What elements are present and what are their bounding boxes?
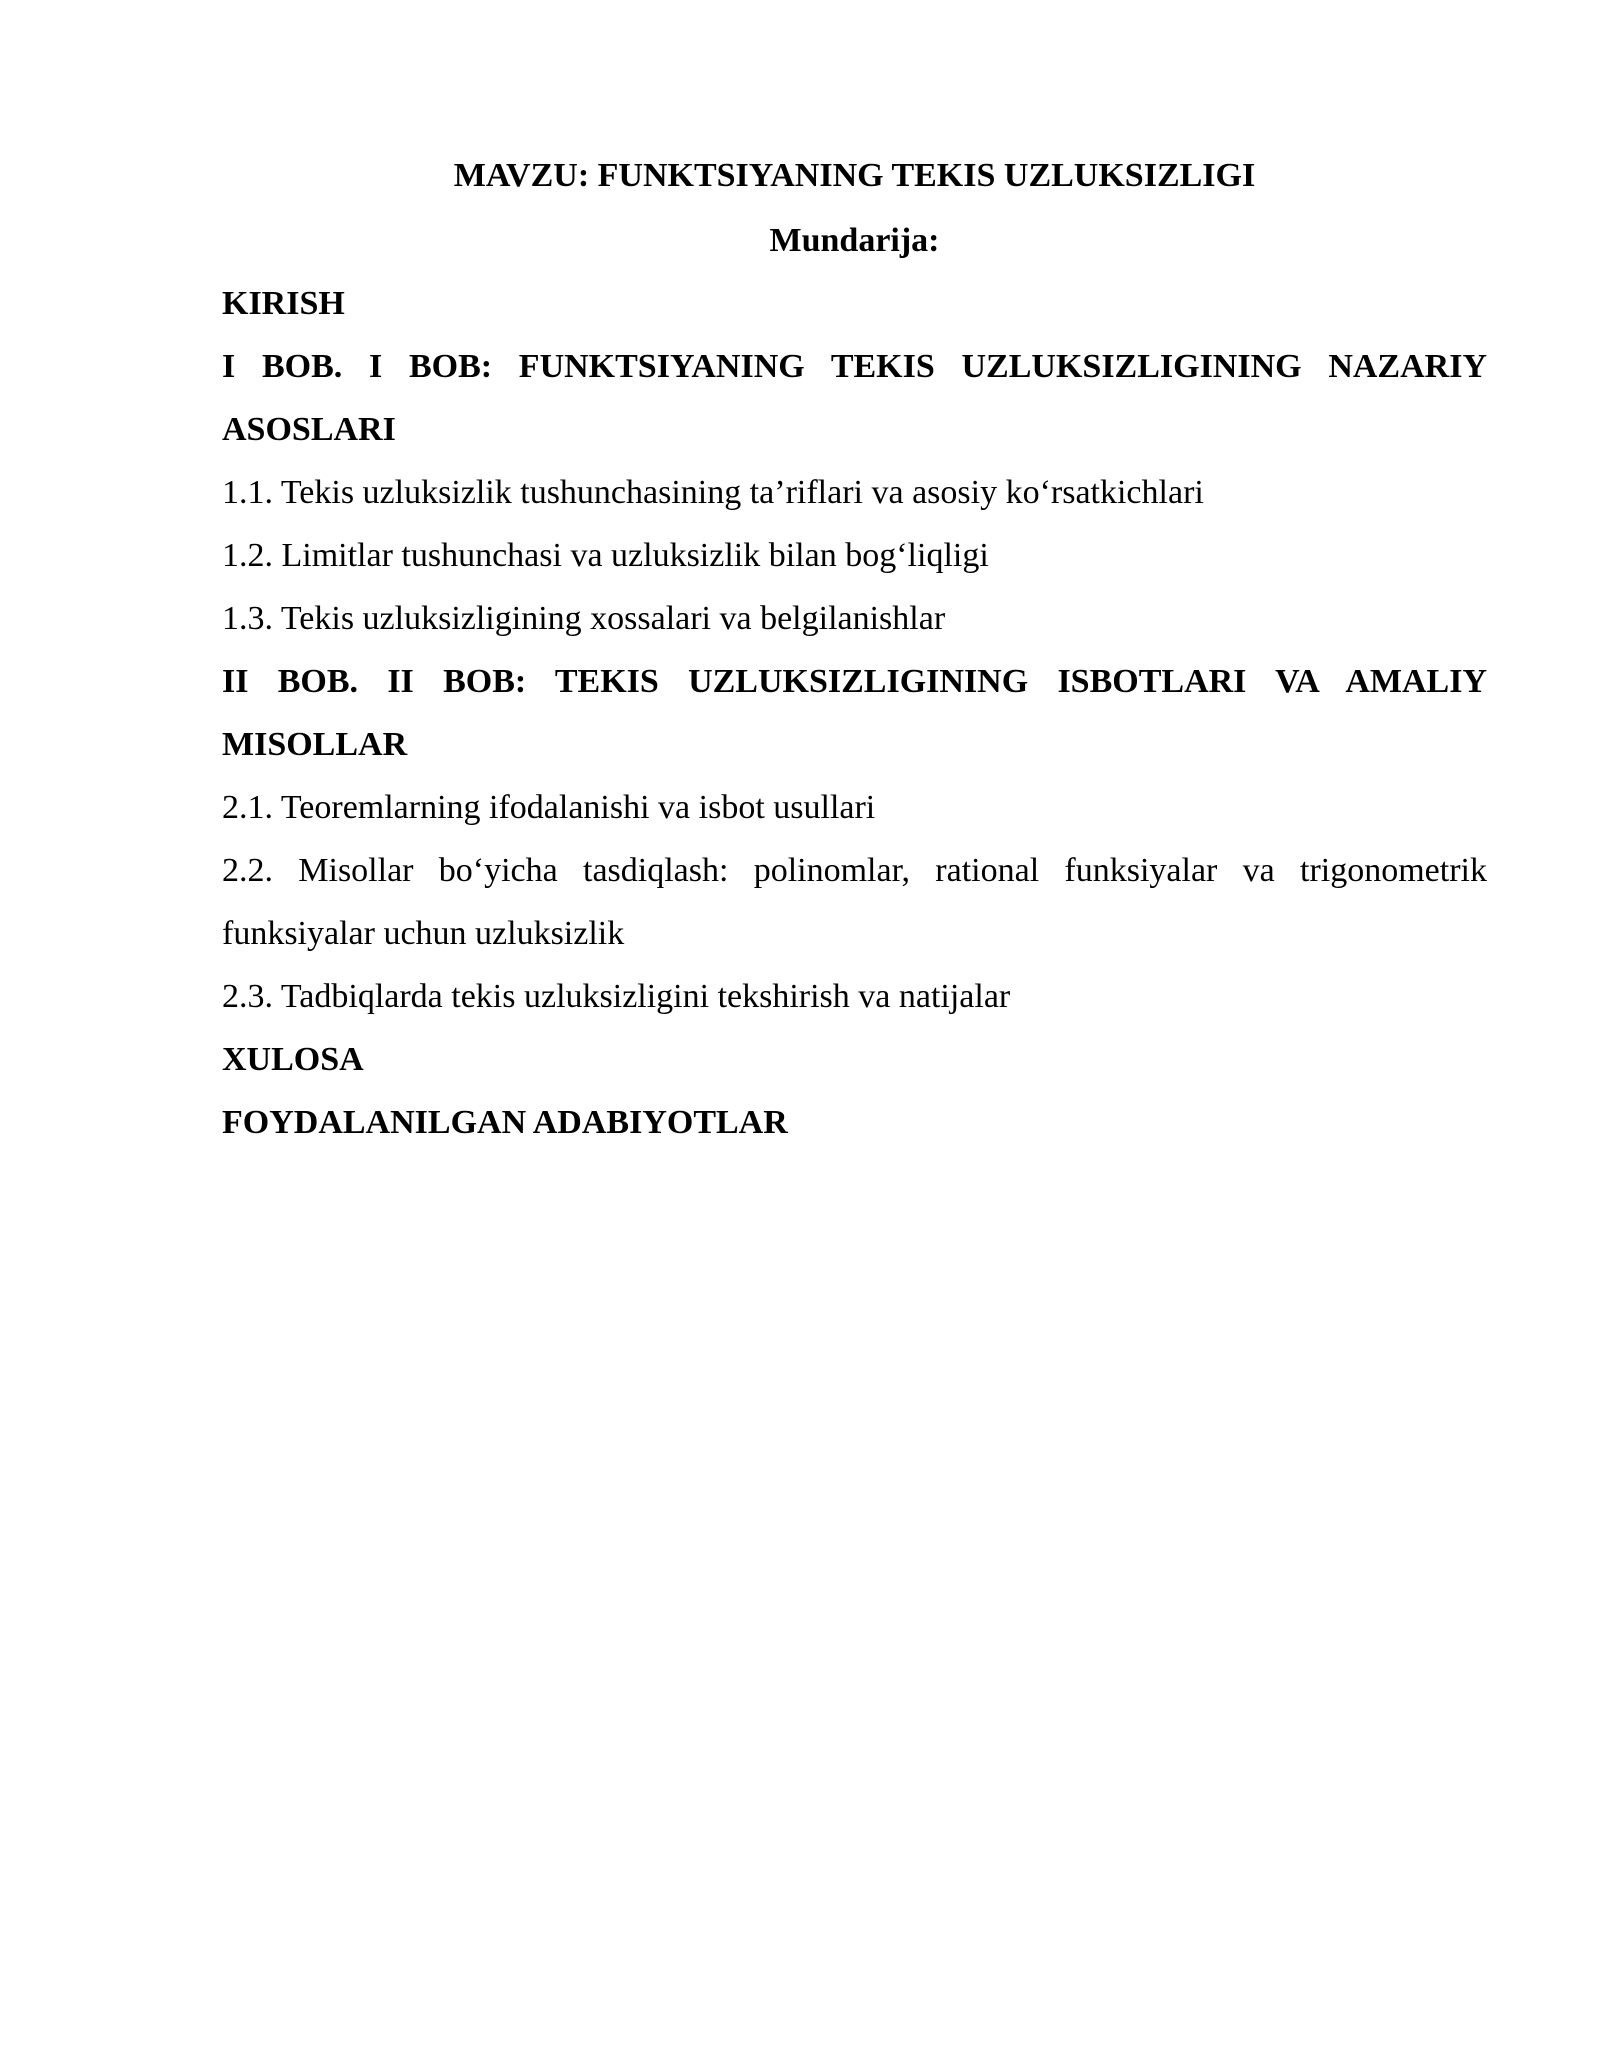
toc-section-2-3: 2.3. Tadbiqlarda tekis uzluksizligini tekshirish va natijalar xyxy=(222,978,1011,1015)
toc-section-1-1: 1.1. Tekis uzluksizlik tushunchasining ta’riflari va asosiy ko‘rsatkichlari xyxy=(222,474,1204,511)
toc-entry-xulosa: XULOSA xyxy=(222,1041,364,1078)
toc-entry-kirish: KIRISH xyxy=(222,285,345,322)
toc-chapter-1: I BOB. I BOB: FUNKTSIYANING TEKIS UZLUKSIZLIGINING NAZARIY ASOSLARI xyxy=(222,348,1487,448)
toc-chapter-2: II BOB. II BOB: TEKIS UZLUKSIZLIGINING ISBOTLARI VA AMALIY MISOLLAR xyxy=(222,663,1487,763)
toc-section-2-1: 2.1. Teoremlarning ifodalanishi va isbot usullari xyxy=(222,789,876,826)
toc-heading: Mundarija: xyxy=(769,222,940,259)
document-body xyxy=(222,142,1487,1154)
document-title: MAVZU: FUNKTSIYANING TEKIS UZLUKSIZLIGI xyxy=(453,157,1256,194)
toc-section-2-2: 2.2. Misollar bo‘yicha tasdiqlash: polinomlar, rational funksiyalar va trigonometrik funksiyalar uchun uzluksizlik xyxy=(222,852,1487,952)
toc-entry-adabiyotlar: FOYDALANILGAN ADABIYOTLAR xyxy=(222,1104,788,1141)
toc-section-1-2: 1.2. Limitlar tushunchasi va uzluksizlik bilan bog‘liqligi xyxy=(222,537,989,574)
toc-section-1-3: 1.3. Tekis uzluksizligining xossalari va belgilanishlar xyxy=(222,600,946,637)
